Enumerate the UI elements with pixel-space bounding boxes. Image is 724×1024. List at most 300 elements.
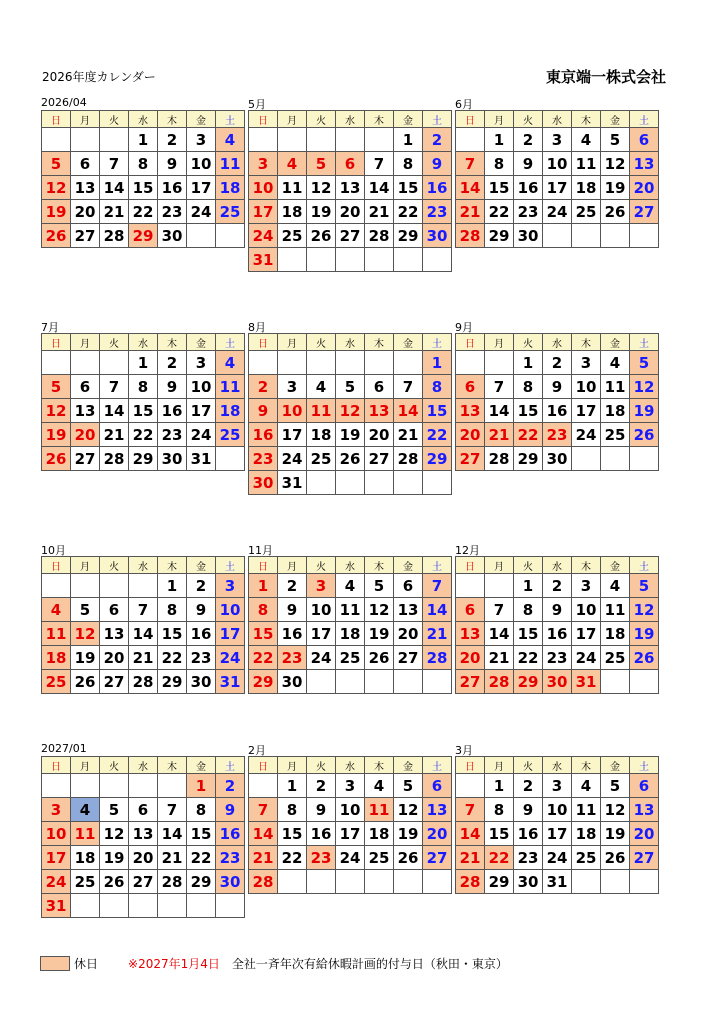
day-cell: 15 <box>129 176 158 200</box>
day-cell: 20 <box>456 646 485 670</box>
day-cell: 10 <box>278 399 307 423</box>
day-cell: 11 <box>601 375 630 399</box>
day-cell: 13 <box>630 798 659 822</box>
weekday-header: 金 <box>394 111 423 128</box>
day-cell: 14 <box>485 622 514 646</box>
empty-cell <box>336 471 365 495</box>
day-cell: 16 <box>543 622 572 646</box>
empty-cell <box>365 248 394 272</box>
day-cell: 15 <box>158 622 187 646</box>
weekday-header: 水 <box>129 111 158 128</box>
weekday-header: 土 <box>216 557 245 574</box>
day-cell: 21 <box>158 846 187 870</box>
week-row <box>456 574 659 598</box>
day-cell: 8 <box>485 798 514 822</box>
day-cell: 22 <box>158 646 187 670</box>
day-cell: 20 <box>71 423 100 447</box>
week-row <box>456 447 659 471</box>
month-calendar <box>41 321 245 471</box>
day-cell: 16 <box>514 176 543 200</box>
week-row <box>456 798 659 822</box>
day-cell: 12 <box>601 152 630 176</box>
empty-cell <box>249 128 278 152</box>
day-cell: 18 <box>42 646 71 670</box>
day-cell: 1 <box>129 128 158 152</box>
week-row <box>249 598 452 622</box>
day-cell: 12 <box>630 598 659 622</box>
weekday-header: 水 <box>543 557 572 574</box>
day-cell: 8 <box>514 598 543 622</box>
month-calendar <box>455 744 659 894</box>
day-cell: 16 <box>307 822 336 846</box>
day-cell: 15 <box>278 822 307 846</box>
day-cell: 26 <box>601 846 630 870</box>
legend-holiday-label: 休日 <box>74 957 99 971</box>
day-cell: 18 <box>307 423 336 447</box>
day-cell: 29 <box>249 670 278 694</box>
day-cell: 12 <box>336 399 365 423</box>
day-cell: 29 <box>129 224 158 248</box>
month-table <box>41 556 245 694</box>
month-label: 9月 <box>455 321 473 334</box>
day-cell: 11 <box>572 798 601 822</box>
day-cell: 21 <box>394 423 423 447</box>
day-cell: 21 <box>456 846 485 870</box>
week-row <box>456 152 659 176</box>
day-cell: 27 <box>423 846 452 870</box>
empty-cell <box>456 351 485 375</box>
day-cell: 28 <box>423 646 452 670</box>
empty-cell <box>307 471 336 495</box>
week-row <box>42 622 245 646</box>
weekday-header: 水 <box>336 334 365 351</box>
day-cell: 19 <box>394 822 423 846</box>
empty-cell <box>601 447 630 471</box>
day-cell: 28 <box>249 870 278 894</box>
day-cell: 12 <box>601 798 630 822</box>
day-cell: 27 <box>129 870 158 894</box>
week-row <box>42 846 245 870</box>
day-cell: 9 <box>307 798 336 822</box>
week-row <box>249 423 452 447</box>
week-row <box>249 774 452 798</box>
week-row <box>249 798 452 822</box>
day-cell: 1 <box>129 351 158 375</box>
day-cell: 14 <box>365 176 394 200</box>
day-cell: 26 <box>630 646 659 670</box>
day-cell: 10 <box>249 176 278 200</box>
day-cell: 4 <box>601 351 630 375</box>
month-table <box>41 333 245 471</box>
day-cell: 22 <box>129 423 158 447</box>
day-cell: 25 <box>278 224 307 248</box>
day-cell: 13 <box>71 399 100 423</box>
week-row <box>249 375 452 399</box>
day-cell: 6 <box>71 375 100 399</box>
week-row <box>42 375 245 399</box>
empty-cell <box>100 774 129 798</box>
day-cell: 22 <box>485 200 514 224</box>
day-cell: 2 <box>278 574 307 598</box>
day-cell: 17 <box>187 399 216 423</box>
week-row <box>42 598 245 622</box>
day-cell: 1 <box>187 774 216 798</box>
day-cell: 6 <box>630 774 659 798</box>
month-table <box>455 333 659 471</box>
day-cell: 14 <box>249 822 278 846</box>
day-cell: 13 <box>456 622 485 646</box>
day-cell: 17 <box>543 176 572 200</box>
week-row <box>42 670 245 694</box>
weekday-header: 金 <box>601 757 630 774</box>
empty-cell <box>100 128 129 152</box>
empty-cell <box>307 670 336 694</box>
day-cell: 24 <box>278 447 307 471</box>
day-cell: 23 <box>307 846 336 870</box>
day-cell: 16 <box>216 822 245 846</box>
empty-cell <box>336 351 365 375</box>
day-cell: 19 <box>630 399 659 423</box>
weekday-header: 月 <box>278 334 307 351</box>
day-cell: 23 <box>423 200 452 224</box>
empty-cell <box>365 670 394 694</box>
day-cell: 24 <box>249 224 278 248</box>
day-cell: 21 <box>249 846 278 870</box>
day-cell: 17 <box>216 622 245 646</box>
day-cell: 8 <box>129 152 158 176</box>
day-cell: 8 <box>423 375 452 399</box>
day-cell: 12 <box>307 176 336 200</box>
day-cell: 7 <box>158 798 187 822</box>
day-cell: 26 <box>100 870 129 894</box>
day-cell: 30 <box>514 224 543 248</box>
day-cell: 13 <box>630 152 659 176</box>
day-cell: 26 <box>42 224 71 248</box>
day-cell: 9 <box>543 375 572 399</box>
day-cell: 26 <box>601 200 630 224</box>
empty-cell <box>601 870 630 894</box>
week-row <box>249 128 452 152</box>
week-row <box>249 646 452 670</box>
weekday-header: 土 <box>630 334 659 351</box>
day-cell: 21 <box>365 200 394 224</box>
week-row <box>456 200 659 224</box>
day-cell: 11 <box>71 822 100 846</box>
day-cell: 26 <box>336 447 365 471</box>
day-cell: 9 <box>249 399 278 423</box>
day-cell: 22 <box>423 423 452 447</box>
day-cell: 21 <box>129 646 158 670</box>
week-row <box>42 152 245 176</box>
day-cell: 6 <box>423 774 452 798</box>
day-cell: 20 <box>100 646 129 670</box>
day-cell: 29 <box>423 447 452 471</box>
day-cell: 31 <box>187 447 216 471</box>
day-cell: 7 <box>456 798 485 822</box>
empty-cell <box>423 670 452 694</box>
day-cell: 18 <box>601 622 630 646</box>
day-cell: 19 <box>336 423 365 447</box>
day-cell: 2 <box>543 574 572 598</box>
day-cell: 17 <box>249 200 278 224</box>
month-calendar <box>248 744 452 894</box>
day-cell: 30 <box>216 870 245 894</box>
empty-cell <box>630 447 659 471</box>
month-calendar <box>41 742 245 918</box>
week-row <box>456 176 659 200</box>
day-cell: 9 <box>158 375 187 399</box>
day-cell: 21 <box>423 622 452 646</box>
day-cell: 5 <box>336 375 365 399</box>
day-cell: 7 <box>100 152 129 176</box>
day-cell: 23 <box>158 423 187 447</box>
day-cell: 2 <box>423 128 452 152</box>
day-cell: 19 <box>601 176 630 200</box>
weekday-header: 月 <box>278 557 307 574</box>
weekday-header: 水 <box>336 757 365 774</box>
day-cell: 10 <box>42 822 71 846</box>
month-table <box>41 110 245 248</box>
day-cell: 7 <box>423 574 452 598</box>
weekday-header: 月 <box>71 757 100 774</box>
week-row <box>456 822 659 846</box>
day-cell: 16 <box>278 622 307 646</box>
empty-cell <box>336 248 365 272</box>
day-cell: 10 <box>216 598 245 622</box>
empty-cell <box>42 574 71 598</box>
day-cell: 8 <box>187 798 216 822</box>
day-cell: 26 <box>365 646 394 670</box>
day-cell: 9 <box>514 798 543 822</box>
day-cell: 12 <box>42 176 71 200</box>
day-cell: 28 <box>485 670 514 694</box>
weekday-header: 水 <box>543 111 572 128</box>
empty-cell <box>572 870 601 894</box>
empty-cell <box>129 774 158 798</box>
weekday-header: 火 <box>307 757 336 774</box>
week-row <box>42 798 245 822</box>
week-row <box>249 574 452 598</box>
day-cell: 12 <box>71 622 100 646</box>
month-label: 10月 <box>41 544 66 557</box>
weekday-header: 土 <box>423 557 452 574</box>
day-cell: 14 <box>158 822 187 846</box>
week-row <box>456 128 659 152</box>
day-cell: 11 <box>336 598 365 622</box>
day-cell: 17 <box>278 423 307 447</box>
empty-cell <box>456 128 485 152</box>
day-cell: 3 <box>278 375 307 399</box>
day-cell: 28 <box>456 870 485 894</box>
month-table <box>248 756 452 894</box>
weekday-header: 水 <box>543 334 572 351</box>
empty-cell <box>336 870 365 894</box>
day-cell: 28 <box>100 224 129 248</box>
empty-cell <box>216 224 245 248</box>
month-calendar <box>455 98 659 248</box>
month-table <box>455 756 659 894</box>
month-calendar <box>248 544 452 694</box>
day-cell: 23 <box>216 846 245 870</box>
empty-cell <box>365 351 394 375</box>
day-cell: 15 <box>187 822 216 846</box>
day-cell: 17 <box>572 622 601 646</box>
day-cell: 12 <box>394 798 423 822</box>
day-cell: 28 <box>129 670 158 694</box>
weekday-header: 火 <box>100 111 129 128</box>
day-cell: 10 <box>543 152 572 176</box>
weekday-header: 金 <box>394 334 423 351</box>
day-cell: 1 <box>485 128 514 152</box>
day-cell: 10 <box>307 598 336 622</box>
empty-cell <box>336 128 365 152</box>
day-cell: 14 <box>456 176 485 200</box>
empty-cell <box>42 351 71 375</box>
day-cell: 6 <box>365 375 394 399</box>
day-cell: 15 <box>514 399 543 423</box>
day-cell: 4 <box>278 152 307 176</box>
day-cell: 24 <box>187 200 216 224</box>
weekday-header: 日 <box>456 334 485 351</box>
day-cell: 27 <box>71 224 100 248</box>
day-cell: 10 <box>336 798 365 822</box>
weekday-header: 木 <box>158 334 187 351</box>
weekday-header: 火 <box>307 111 336 128</box>
legend <box>40 955 508 972</box>
day-cell: 27 <box>630 200 659 224</box>
day-cell: 9 <box>278 598 307 622</box>
day-cell: 20 <box>394 622 423 646</box>
day-cell: 2 <box>307 774 336 798</box>
day-cell: 20 <box>365 423 394 447</box>
weekday-header: 土 <box>630 111 659 128</box>
day-cell: 22 <box>129 200 158 224</box>
day-cell: 1 <box>514 351 543 375</box>
day-cell: 10 <box>572 598 601 622</box>
day-cell: 19 <box>307 200 336 224</box>
day-cell: 9 <box>514 152 543 176</box>
week-row <box>249 200 452 224</box>
day-cell: 18 <box>572 176 601 200</box>
day-cell: 19 <box>42 423 71 447</box>
month-calendar <box>455 544 659 694</box>
weekday-header: 金 <box>187 757 216 774</box>
empty-cell <box>394 248 423 272</box>
empty-cell <box>71 574 100 598</box>
day-cell: 13 <box>71 176 100 200</box>
company-name: 東京端一株式会社 <box>545 68 666 86</box>
day-cell: 24 <box>336 846 365 870</box>
empty-cell <box>394 351 423 375</box>
weekday-header: 土 <box>423 334 452 351</box>
day-cell: 6 <box>456 375 485 399</box>
weekday-header: 月 <box>278 757 307 774</box>
day-cell: 20 <box>630 176 659 200</box>
day-cell: 24 <box>543 846 572 870</box>
day-cell: 7 <box>129 598 158 622</box>
weekday-header: 金 <box>601 111 630 128</box>
day-cell: 14 <box>100 176 129 200</box>
day-cell: 12 <box>100 822 129 846</box>
day-cell: 27 <box>456 670 485 694</box>
day-cell: 6 <box>129 798 158 822</box>
day-cell: 24 <box>216 646 245 670</box>
day-cell: 2 <box>216 774 245 798</box>
day-cell: 25 <box>71 870 100 894</box>
day-cell: 8 <box>129 375 158 399</box>
day-cell: 7 <box>100 375 129 399</box>
day-cell: 18 <box>216 399 245 423</box>
day-cell: 4 <box>216 351 245 375</box>
weekday-header: 水 <box>336 557 365 574</box>
month-label: 8月 <box>248 321 266 334</box>
empty-cell <box>249 351 278 375</box>
day-cell: 23 <box>187 646 216 670</box>
empty-cell <box>278 248 307 272</box>
day-cell: 25 <box>572 200 601 224</box>
day-cell: 16 <box>187 622 216 646</box>
day-cell: 6 <box>630 128 659 152</box>
day-cell: 24 <box>572 646 601 670</box>
month-label: 11月 <box>248 544 273 557</box>
empty-cell <box>365 471 394 495</box>
day-cell: 13 <box>456 399 485 423</box>
empty-cell <box>158 774 187 798</box>
day-cell: 19 <box>365 622 394 646</box>
day-cell: 4 <box>572 774 601 798</box>
day-cell: 27 <box>100 670 129 694</box>
weekday-header: 火 <box>100 334 129 351</box>
day-cell: 5 <box>601 128 630 152</box>
week-row <box>42 870 245 894</box>
day-cell: 27 <box>394 646 423 670</box>
month-calendar <box>248 98 452 272</box>
weekday-header: 月 <box>485 557 514 574</box>
month-label: 3月 <box>455 744 473 757</box>
month-calendar <box>248 321 452 495</box>
day-cell: 24 <box>42 870 71 894</box>
weekday-header: 月 <box>71 334 100 351</box>
empty-cell <box>423 248 452 272</box>
day-cell: 23 <box>543 423 572 447</box>
day-cell: 27 <box>71 447 100 471</box>
day-cell: 20 <box>456 423 485 447</box>
week-row <box>42 423 245 447</box>
empty-cell <box>71 128 100 152</box>
day-cell: 26 <box>42 447 71 471</box>
month-table <box>455 556 659 694</box>
week-row <box>456 598 659 622</box>
weekday-header: 日 <box>249 757 278 774</box>
week-row <box>42 200 245 224</box>
weekday-header: 木 <box>572 557 601 574</box>
day-cell: 29 <box>485 870 514 894</box>
weekday-header: 土 <box>216 334 245 351</box>
day-cell: 20 <box>423 822 452 846</box>
weekday-header: 日 <box>42 557 71 574</box>
day-cell: 26 <box>71 670 100 694</box>
weekday-header: 水 <box>129 557 158 574</box>
day-cell: 16 <box>423 176 452 200</box>
day-cell: 6 <box>100 598 129 622</box>
empty-cell <box>42 774 71 798</box>
day-cell: 25 <box>572 846 601 870</box>
day-cell: 2 <box>187 574 216 598</box>
day-cell: 4 <box>572 128 601 152</box>
day-cell: 7 <box>394 375 423 399</box>
weekday-header: 木 <box>572 757 601 774</box>
day-cell: 6 <box>71 152 100 176</box>
